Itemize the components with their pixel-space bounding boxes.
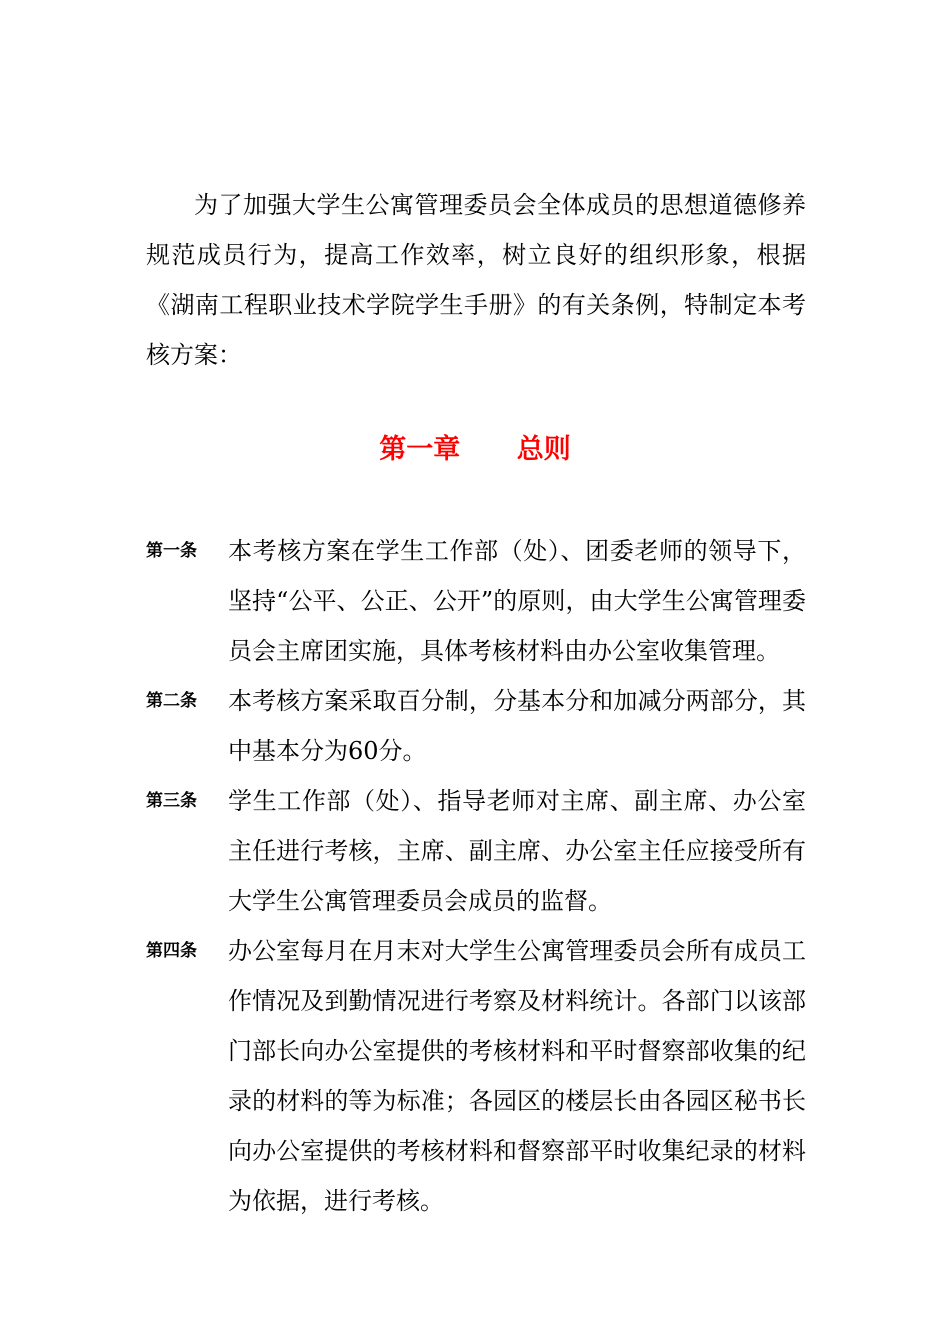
article-label: 第四条 [146, 941, 197, 961]
article-text: 本考核方案采取百分制，分基本分和加减分两部分，其中基本分为60分。 [228, 687, 806, 765]
article-list [146, 526, 806, 1226]
article-label: 第三条 [146, 791, 197, 811]
article-label: 第二条 [146, 691, 197, 711]
intro-paragraph: 为了加强大学生公寓管理委员会全体成员的思想道德修养规范成员行为，提高工作效率，树立良好的组织形象，根据《湖南工程职业技术学院学生手册》的有关条例，特制定本考核方案： [146, 191, 806, 369]
article-4 [146, 926, 806, 1226]
article-1 [146, 526, 806, 676]
article-label: 第一条 [146, 541, 197, 561]
article-2 [146, 676, 806, 776]
article-text: 本考核方案在学生工作部（处）、团委老师的领导下，坚持“公平、公正、公开”的原则，由大学生公寓管理委员会主席团实施，具体考核材料由办公室收集管理。 [228, 537, 806, 665]
article-text: 学生工作部（处）、指导老师对主席、副主席、办公室主任进行考核，主席、副主席、办公室主任应接受所有大学生公寓管理委员会成员的监督。 [228, 787, 806, 915]
article-text: 办公室每月在月末对大学生公寓管理委员会所有成员工作情况及到勤情况进行考察及材料统计。各部门以该部门部长向办公室提供的考核材料和平时督察部收集的纪录的材料的等为标准；各园区的楼层长由各园区秘书长向办公室提供的考核材料和督察部平时收集纪录的材料为依据，进行考核。 [228, 937, 806, 1215]
chapter-title: 第一章 总则 [379, 434, 571, 465]
article-3 [146, 776, 806, 926]
